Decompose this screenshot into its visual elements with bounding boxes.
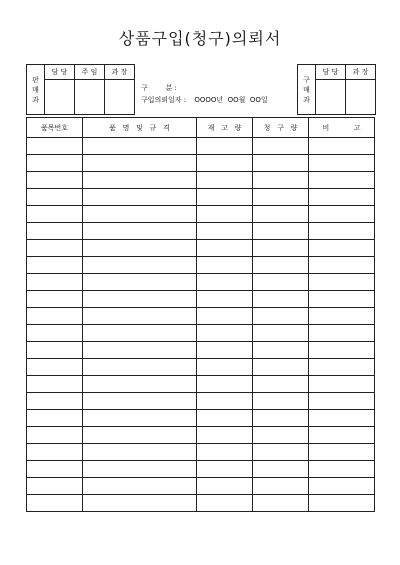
table-row bbox=[27, 274, 375, 291]
remarks-cell[interactable] bbox=[309, 461, 375, 478]
table-row bbox=[27, 138, 375, 155]
name-spec-cell[interactable] bbox=[83, 138, 197, 155]
item-number-cell[interactable] bbox=[27, 274, 83, 291]
purchase-approval-box bbox=[297, 64, 376, 115]
purchase-dept-label bbox=[298, 65, 316, 115]
stock-qty-cell[interactable] bbox=[197, 444, 253, 461]
request-qty-cell[interactable] bbox=[253, 393, 309, 410]
table-row bbox=[27, 206, 375, 223]
request-qty-cell[interactable] bbox=[253, 342, 309, 359]
table-row bbox=[27, 308, 375, 325]
stock-qty-cell[interactable] bbox=[197, 410, 253, 427]
name-spec-cell[interactable] bbox=[83, 223, 197, 240]
item-number-cell[interactable] bbox=[27, 240, 83, 257]
name-spec-cell[interactable] bbox=[83, 206, 197, 223]
header-item-number: 품목번호 bbox=[27, 118, 83, 138]
stock-qty-cell[interactable] bbox=[197, 478, 253, 495]
sales-dept-label bbox=[27, 65, 45, 115]
request-qty-cell[interactable] bbox=[253, 410, 309, 427]
table-row bbox=[27, 291, 375, 308]
stock-qty-cell[interactable] bbox=[197, 155, 253, 172]
remarks-cell[interactable] bbox=[309, 427, 375, 444]
item-number-cell[interactable] bbox=[27, 291, 83, 308]
remarks-cell[interactable] bbox=[309, 410, 375, 427]
remarks-cell[interactable] bbox=[309, 495, 375, 512]
name-spec-cell[interactable] bbox=[83, 240, 197, 257]
stock-qty-cell[interactable] bbox=[197, 495, 253, 512]
name-spec-cell[interactable] bbox=[83, 359, 197, 376]
stock-qty-cell[interactable] bbox=[197, 257, 253, 274]
request-date-label: 구입의뢰일자 : bbox=[141, 96, 187, 104]
table-row bbox=[27, 240, 375, 257]
header-name-spec: 품 명 및 규 격 bbox=[83, 118, 197, 138]
request-qty-cell[interactable] bbox=[253, 308, 309, 325]
name-spec-cell[interactable] bbox=[83, 444, 197, 461]
table-row bbox=[27, 223, 375, 240]
remarks-cell[interactable] bbox=[309, 274, 375, 291]
stock-qty-cell[interactable] bbox=[197, 393, 253, 410]
category-label: 구 분 : bbox=[141, 84, 177, 92]
stock-qty-cell[interactable] bbox=[197, 342, 253, 359]
request-qty-cell[interactable] bbox=[253, 427, 309, 444]
table-row bbox=[27, 410, 375, 427]
request-qty-cell[interactable] bbox=[253, 138, 309, 155]
name-spec-cell[interactable] bbox=[83, 427, 197, 444]
remarks-cell[interactable] bbox=[309, 172, 375, 189]
table-row bbox=[27, 325, 375, 342]
remarks-cell[interactable] bbox=[309, 359, 375, 376]
request-qty-cell[interactable] bbox=[253, 223, 309, 240]
name-spec-cell[interactable] bbox=[83, 308, 197, 325]
request-qty-cell[interactable] bbox=[253, 478, 309, 495]
request-qty-cell[interactable] bbox=[253, 325, 309, 342]
request-qty-cell[interactable] bbox=[253, 359, 309, 376]
remarks-cell[interactable] bbox=[309, 444, 375, 461]
request-qty-cell[interactable] bbox=[253, 172, 309, 189]
table-row bbox=[27, 257, 375, 274]
item-number-cell[interactable] bbox=[27, 189, 83, 206]
sales-role-section-chief: 과 장 bbox=[105, 65, 135, 80]
remarks-cell[interactable] bbox=[309, 206, 375, 223]
item-number-cell[interactable] bbox=[27, 444, 83, 461]
remarks-cell[interactable] bbox=[309, 478, 375, 495]
item-number-cell[interactable] bbox=[27, 461, 83, 478]
table-row bbox=[27, 172, 375, 189]
name-spec-cell[interactable] bbox=[83, 342, 197, 359]
item-number-cell[interactable] bbox=[27, 223, 83, 240]
header-stock-qty: 재 고 량 bbox=[197, 118, 253, 138]
document-title: 상품구입(청구)의뢰서 bbox=[118, 29, 282, 48]
purchase-sign-staff[interactable] bbox=[316, 80, 346, 115]
name-spec-cell[interactable] bbox=[83, 172, 197, 189]
name-spec-cell[interactable] bbox=[83, 461, 197, 478]
request-qty-cell[interactable] bbox=[253, 291, 309, 308]
sales-sign-assistant-manager[interactable] bbox=[75, 80, 105, 115]
table-row bbox=[27, 495, 375, 512]
item-number-cell[interactable] bbox=[27, 376, 83, 393]
sales-role-assistant-manager: 주 임 bbox=[75, 65, 105, 80]
sales-role-staff: 담 당 bbox=[45, 65, 75, 80]
table-row bbox=[27, 359, 375, 376]
name-spec-cell[interactable] bbox=[83, 393, 197, 410]
table-row bbox=[27, 427, 375, 444]
remarks-cell[interactable] bbox=[309, 291, 375, 308]
purchase-sign-section-chief[interactable] bbox=[346, 80, 376, 115]
name-spec-cell[interactable] bbox=[83, 325, 197, 342]
sales-dept-char: 매 bbox=[32, 85, 39, 94]
request-qty-cell[interactable] bbox=[253, 240, 309, 257]
name-spec-cell[interactable] bbox=[83, 495, 197, 512]
stock-qty-cell[interactable] bbox=[197, 172, 253, 189]
table-row bbox=[27, 461, 375, 478]
header-remarks: 비 고 bbox=[309, 118, 375, 138]
item-number-cell[interactable] bbox=[27, 427, 83, 444]
request-qty-cell[interactable] bbox=[253, 155, 309, 172]
remarks-cell[interactable] bbox=[309, 138, 375, 155]
purchase-dept-char: 과 bbox=[303, 95, 310, 104]
name-spec-cell[interactable] bbox=[83, 376, 197, 393]
table-row bbox=[27, 478, 375, 495]
request-date-field bbox=[141, 95, 268, 105]
name-spec-cell[interactable] bbox=[83, 410, 197, 427]
table-row bbox=[27, 376, 375, 393]
name-spec-cell[interactable] bbox=[83, 291, 197, 308]
item-number-cell[interactable] bbox=[27, 393, 83, 410]
request-qty-cell[interactable] bbox=[253, 495, 309, 512]
item-number-cell[interactable] bbox=[27, 138, 83, 155]
table-row bbox=[27, 444, 375, 461]
sales-dept-char: 판 bbox=[32, 75, 39, 84]
item-number-cell[interactable] bbox=[27, 308, 83, 325]
remarks-cell[interactable] bbox=[309, 308, 375, 325]
remarks-cell[interactable] bbox=[309, 376, 375, 393]
item-number-cell[interactable] bbox=[27, 342, 83, 359]
item-number-cell[interactable] bbox=[27, 410, 83, 427]
sales-dept-char: 과 bbox=[32, 95, 39, 104]
table-row bbox=[27, 189, 375, 206]
purchase-role-staff: 담 당 bbox=[316, 65, 346, 80]
item-number-cell[interactable] bbox=[27, 359, 83, 376]
stock-qty-cell[interactable] bbox=[197, 223, 253, 240]
item-number-cell[interactable] bbox=[27, 155, 83, 172]
remarks-cell[interactable] bbox=[309, 155, 375, 172]
request-qty-cell[interactable] bbox=[253, 257, 309, 274]
stock-qty-cell[interactable] bbox=[197, 206, 253, 223]
name-spec-cell[interactable] bbox=[83, 257, 197, 274]
stock-qty-cell[interactable] bbox=[197, 274, 253, 291]
request-date-value: OOOO년 OO월 OO일 bbox=[194, 96, 268, 104]
sales-sign-section-chief[interactable] bbox=[105, 80, 135, 115]
name-spec-cell[interactable] bbox=[83, 155, 197, 172]
purchase-dept-char: 매 bbox=[303, 85, 310, 94]
stock-qty-cell[interactable] bbox=[197, 461, 253, 478]
request-qty-cell[interactable] bbox=[253, 461, 309, 478]
remarks-cell[interactable] bbox=[309, 393, 375, 410]
header-request-qty: 청 구 량 bbox=[253, 118, 309, 138]
remarks-cell[interactable] bbox=[309, 189, 375, 206]
name-spec-cell[interactable] bbox=[83, 478, 197, 495]
stock-qty-cell[interactable] bbox=[197, 291, 253, 308]
remarks-cell[interactable] bbox=[309, 325, 375, 342]
item-number-cell[interactable] bbox=[27, 495, 83, 512]
purchase-role-section-chief: 과 장 bbox=[346, 65, 376, 80]
request-qty-cell[interactable] bbox=[253, 206, 309, 223]
stock-qty-cell[interactable] bbox=[197, 189, 253, 206]
request-qty-cell[interactable] bbox=[253, 274, 309, 291]
request-qty-cell[interactable] bbox=[253, 444, 309, 461]
item-number-cell[interactable] bbox=[27, 206, 83, 223]
remarks-cell[interactable] bbox=[309, 223, 375, 240]
item-number-cell[interactable] bbox=[27, 172, 83, 189]
category-field bbox=[141, 83, 177, 93]
table-row bbox=[27, 393, 375, 410]
name-spec-cell[interactable] bbox=[83, 189, 197, 206]
remarks-cell[interactable] bbox=[309, 240, 375, 257]
remarks-cell[interactable] bbox=[309, 342, 375, 359]
request-qty-cell[interactable] bbox=[253, 189, 309, 206]
items-body bbox=[27, 138, 375, 512]
item-number-cell[interactable] bbox=[27, 478, 83, 495]
table-row bbox=[27, 342, 375, 359]
items-header-row bbox=[27, 118, 375, 138]
stock-qty-cell[interactable] bbox=[197, 240, 253, 257]
stock-qty-cell[interactable] bbox=[197, 376, 253, 393]
item-number-cell[interactable] bbox=[27, 325, 83, 342]
sales-approval-box bbox=[26, 64, 135, 115]
table-row bbox=[27, 155, 375, 172]
purchase-dept-char: 구 bbox=[303, 75, 310, 84]
remarks-cell[interactable] bbox=[309, 257, 375, 274]
items-table bbox=[26, 117, 375, 512]
stock-qty-cell[interactable] bbox=[197, 308, 253, 325]
sales-sign-staff[interactable] bbox=[45, 80, 75, 115]
item-number-cell[interactable] bbox=[27, 257, 83, 274]
name-spec-cell[interactable] bbox=[83, 274, 197, 291]
stock-qty-cell[interactable] bbox=[197, 359, 253, 376]
request-qty-cell[interactable] bbox=[253, 376, 309, 393]
stock-qty-cell[interactable] bbox=[197, 427, 253, 444]
stock-qty-cell[interactable] bbox=[197, 138, 253, 155]
stock-qty-cell[interactable] bbox=[197, 325, 253, 342]
